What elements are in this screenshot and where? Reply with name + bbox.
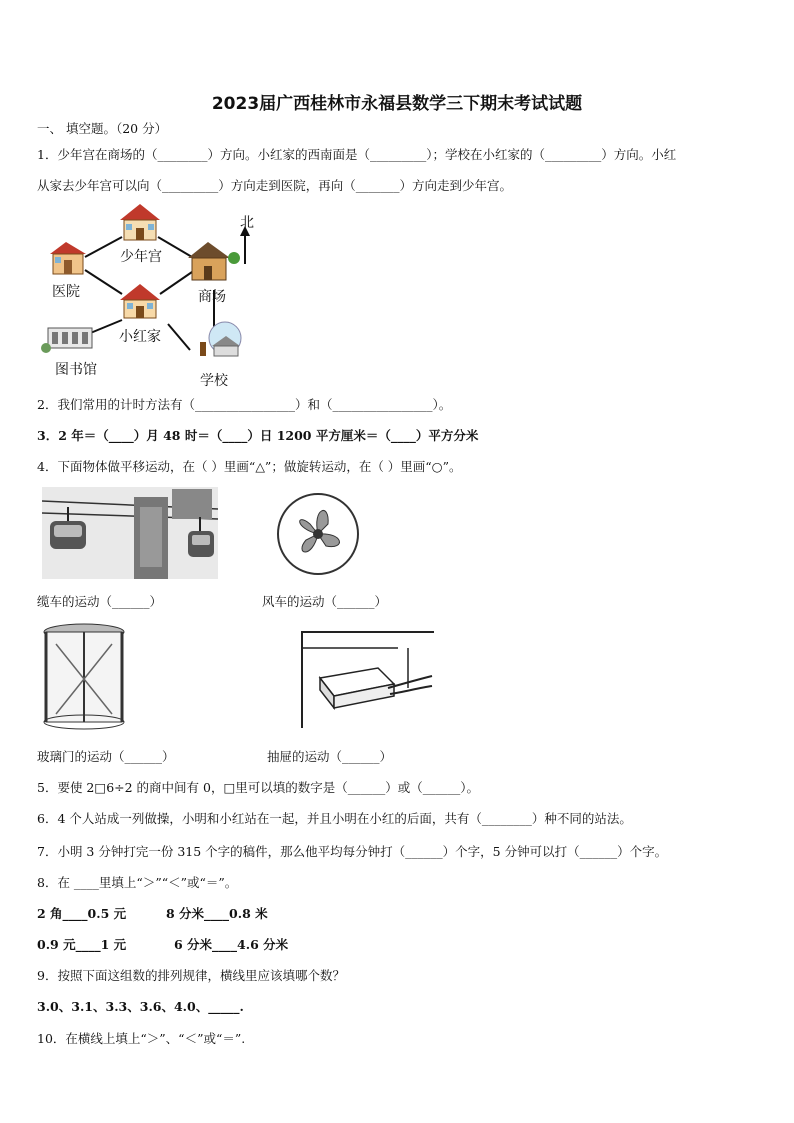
mall-building-icon [188,242,240,280]
palace-label: 少年宫 [120,249,162,265]
cable-car-image [42,487,218,579]
fan-caption: 风车的运动（______） [262,594,388,609]
drawer-image [298,628,438,732]
question-8-stem: 8．在 ____里填上“＞”“＜”或“＝”。 [37,875,238,890]
question-3: 3．2 年＝（____）月 48 时＝（____）日 1200 平方厘米＝（____）平方分米 [37,428,479,443]
question-7: 7．小明 3 分钟打完一份 315 个字的稿件，那么他平均每分钟打（______）个字，5 分钟可以打（______）个字。 [37,844,668,859]
line-home-school [168,324,190,350]
direction-map [40,202,270,394]
home-house-icon [120,284,160,318]
question-10: 10．在横线上填上“＞”、“＜”或“＝”. [37,1031,246,1046]
drawer-drawing [298,628,438,732]
question-8-row-1b: 8 分米____0.8 米 [166,906,268,921]
line-hospital-palace [85,237,122,257]
question-8-row-2b: 6 分米____4.6 分米 [174,937,289,952]
question-6: 6．4 个人站成一列做操，小明和小红站在一起，并且小明在小红的后面，共有（________）种不同的站法。 [37,811,632,826]
cable-car-caption: 缆车的运动（______） [37,594,163,609]
school-building-icon [200,322,241,356]
palace-house-icon [120,204,160,240]
hospital-label: 医院 [52,284,80,300]
fan-drawing [272,488,364,580]
line-hospital-home [85,270,122,294]
revolving-door-image [42,622,126,730]
north-label: 北 [240,215,254,231]
fan-image [272,488,364,580]
cable-car-drawing [42,487,218,579]
line-home-mall [160,272,192,294]
library-label: 图书馆 [55,362,97,378]
question-2: 2．我们常用的计时方法有（________________）和（________________）。 [37,397,452,412]
home-label: 小红家 [119,329,161,345]
library-building-icon [41,328,92,353]
section-heading: 一、 填空题。（20 分） [37,121,168,136]
revolving-door-drawing [42,622,126,730]
hospital-house-icon [50,242,86,274]
page-title: 2023届广西桂林市永福县数学三下期末考试试题 [211,94,583,114]
line-palace-mall [158,237,192,257]
question-8-row-2a: 0.9 元____1 元 [37,937,127,952]
line-home-library [88,320,122,334]
mall-label: 商场 [198,289,226,305]
question-1-line-2: 从家去少年宫可以向（_________）方向走到医院，再向（_______）方向走到少年宫。 [37,178,513,193]
question-5: 5．要使 2□6÷2 的商中间有 0，□里可以填的数字是（______）或（______）。 [37,780,480,795]
question-9-stem: 9．按照下面这组数的排列规律，横线里应该填哪个数？ [37,968,345,983]
question-8-row-1a: 2 角____0.5 元 [37,906,127,921]
glass-door-caption: 玻璃门的运动（______） [37,749,175,764]
question-9-sequence: 3.0、3.1、3.3、3.6、4.0、_____. [37,999,244,1014]
question-1-line-1: 1．少年宫在商场的（________）方向。小红家的西南面是（_________）；学校在小红家的（_________）方向。小红 [37,147,677,162]
drawer-caption: 抽屉的运动（______） [267,749,393,764]
school-label: 学校 [200,373,228,389]
question-4: 4．下面物体做平移运动，在（ ）里画“△”；做旋转运动，在（ ）里画“○”。 [37,459,462,474]
